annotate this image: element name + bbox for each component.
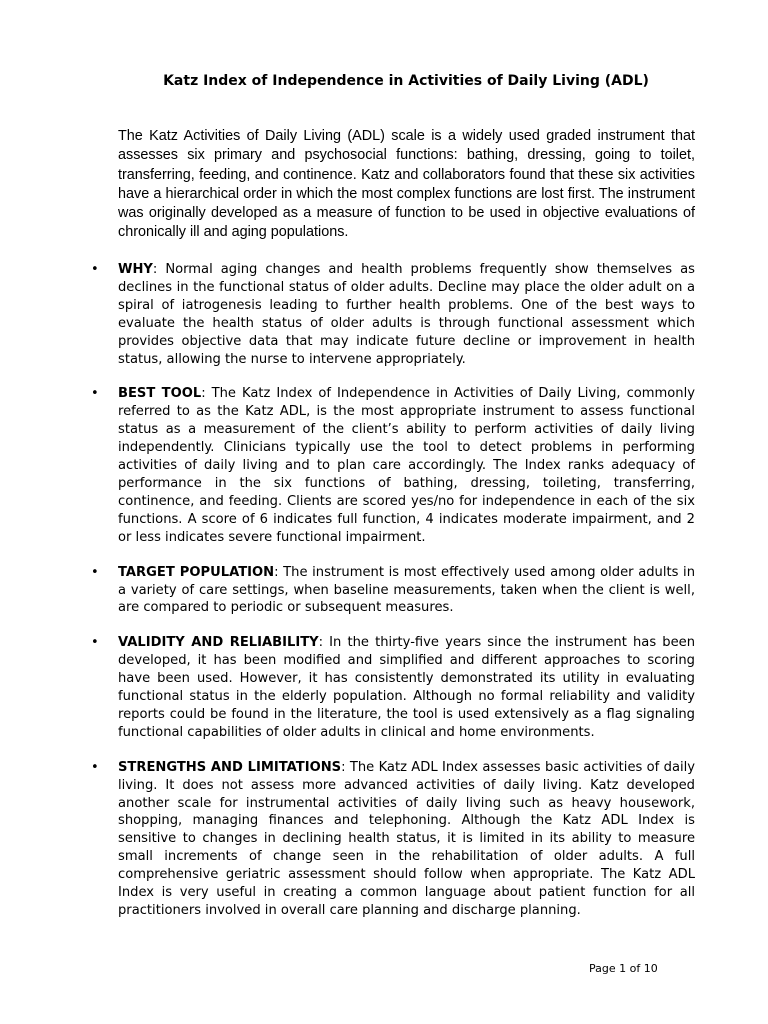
section-text: : Normal aging changes and health problems frequently show themselves as declines in the functional status of older adults. Decline may place the older adult on a spiral of iatrogenesis leading to further health problems. One of the best ways to evaluate the health status of older adults is through functional assessment which provides objective data that may indicate future decline or improvement in health status, allowing the nurse to intervene appropriately. xyxy=(118,262,695,367)
bullet-icon: • xyxy=(91,262,99,277)
intro-paragraph: The Katz Activities of Daily Living (ADL) scale is a widely used graded instrument that assesses six primary and psychosocial functions: bathing, dressing, going to toilet, transferring, feeding, and continence. Katz and collaborators found that these six activities have a hierarchical order in which the most complex functions are lost first. The instrument was originally developed as a measure of function to be used in objective evaluations of chronically ill and aging populations. xyxy=(118,128,695,241)
section-target-population xyxy=(91,564,695,618)
section-text: : The instrument is most effectively used among older adults in a variety of care settings, when baseline measurements, taken when the client is well, are compared to periodic or subsequent measures. xyxy=(118,564,695,616)
section-term: BEST TOOL xyxy=(118,386,202,402)
section-best-tool xyxy=(91,385,695,546)
section-strengths-limitations xyxy=(91,759,695,920)
section-term: STRENGTHS AND LIMITATIONS xyxy=(118,759,342,775)
bullet-icon: • xyxy=(91,759,99,775)
bullet-icon: • xyxy=(91,635,99,651)
bullet-icon: • xyxy=(91,386,99,402)
section-validity-reliability xyxy=(91,634,695,741)
section-text: : The Katz ADL Index assesses basic activities of daily living. It does not assess more advanced activities of daily living. Katz developed another scale for instrumental activities of daily living such as heavy housework, shopping, managing finances and telephoning. Although the Katz ADL Index is sensitive to changes in declining health status, it is limited in its ability to measure small increments of change seen in the rehabilitation of older adults. A full comprehensive geriatric assessment should follow when appropriate. The Katz ADL Index is very useful in creating a common language about patient function for all practitioners involved in overall care planning and discharge planning. xyxy=(118,759,695,918)
section-why xyxy=(91,261,695,368)
page-number: Page 1 of 10 xyxy=(589,962,658,975)
section-term: TARGET POPULATION xyxy=(118,564,275,580)
bullet-icon: • xyxy=(91,564,99,580)
section-term: WHY xyxy=(118,262,153,277)
section-text: : In the thirty-five years since the instrument has been developed, it has been modified and simplified and different approaches to scoring have been used. However, it has consistently demonstrated its utility in evaluating functional status in the elderly population. Although no formal reliability and validity reports could be found in the literature, the tool is used extensively as a flag signaling functional capabilities of older adults in clinical and home environments. xyxy=(118,635,695,740)
section-text: : The Katz Index of Independence in Activities of Daily Living, commonly referred to as the Katz ADL, is the most appropriate instrument to assess functional status as a measurement of the client’s ability to perform activities of daily living independently. Clinicians typically use the tool to detect problems in performing activities of daily living and to plan care accordingly. The Index ranks adequacy of performance in the six functions of bathing, dressing, toileting, transferring, continence, and feeding. Clients are scored yes/no for independence in each of the six functions. A score of 6 indicates full function, 4 indicates moderate impairment, and 2 or less indicates severe functional impairment. xyxy=(118,386,695,545)
section-term: VALIDITY AND RELIABILITY xyxy=(118,635,319,651)
section-list xyxy=(0,261,768,937)
document-title: Katz Index of Independence in Activities of Daily Living (ADL) xyxy=(163,73,649,89)
